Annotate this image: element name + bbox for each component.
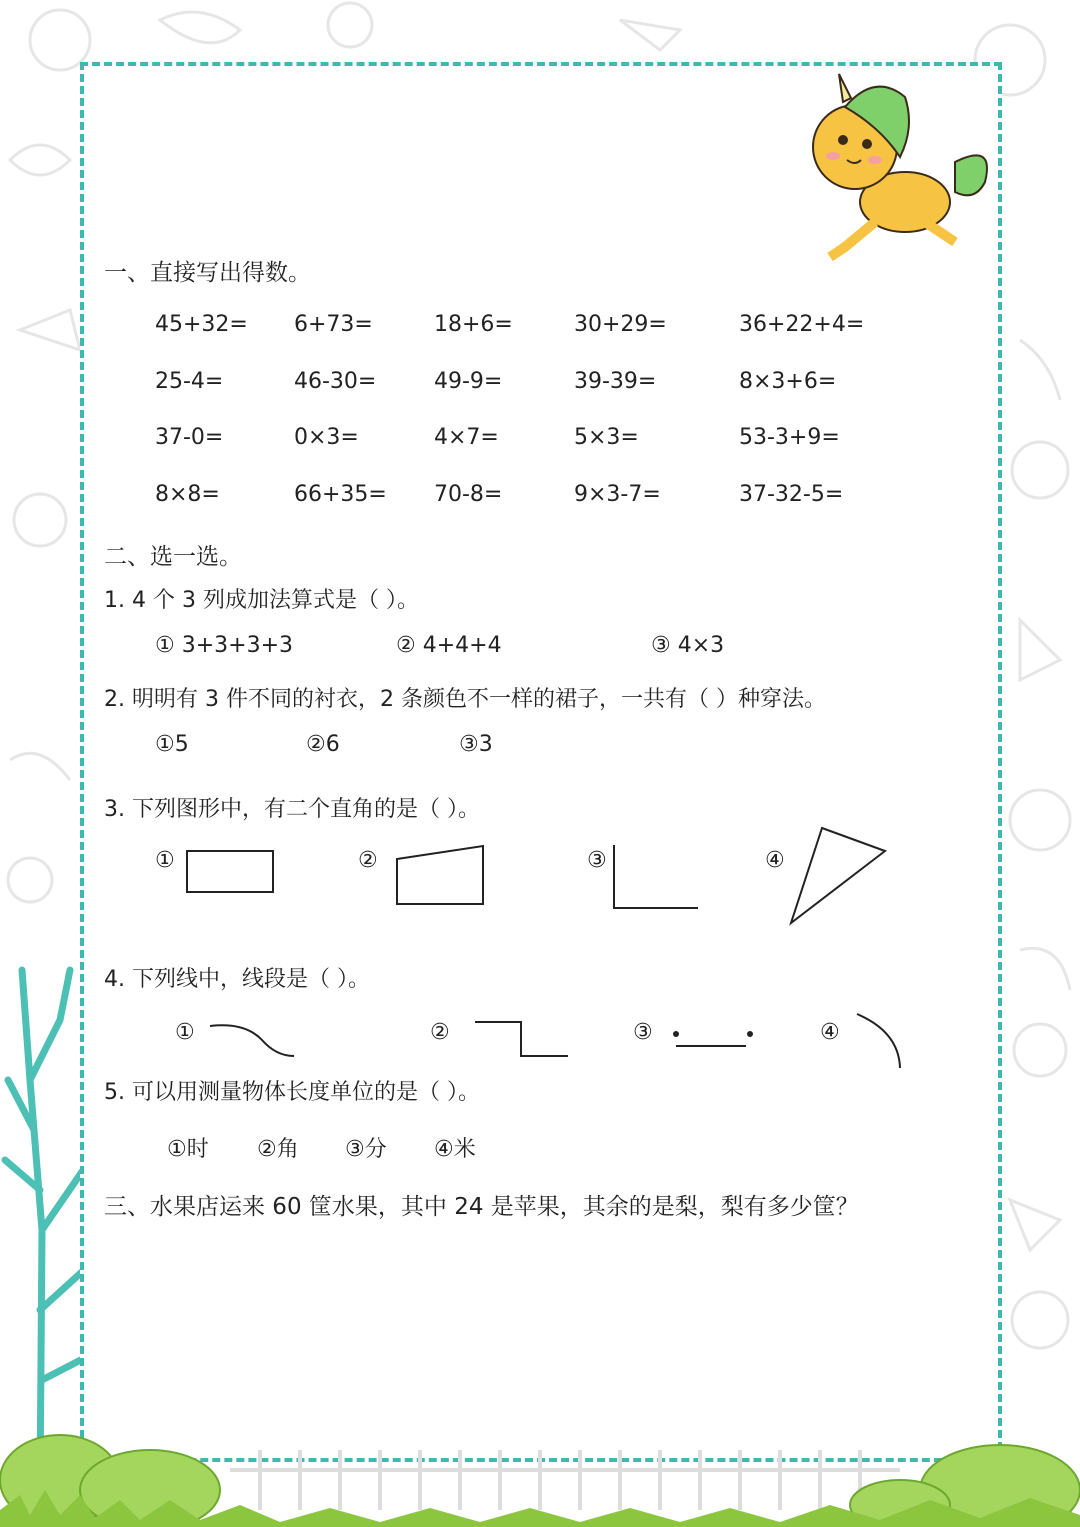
section3-question: 三、水果店运来 60 筐水果，其中 24 是苹果，其余的是梨，梨有多少筐？ — [104, 1194, 859, 1220]
problem-item: 53-3+9= — [739, 425, 840, 450]
question-2-text: 2. 明明有 3 件不同的衬衣，2 条颜色不一样的裙子，一共有（ ）种穿法。 — [104, 687, 826, 712]
problem-item: 49-9= — [434, 369, 503, 394]
q5-option-3: ③分 — [345, 1137, 387, 1162]
problem-item: 46-30= — [294, 369, 377, 394]
q4-label-1: ① — [175, 1020, 195, 1045]
problem-item: 37-0= — [155, 425, 224, 450]
problem-item: 6+73= — [294, 312, 373, 337]
q3-label-4: ④ — [765, 848, 785, 873]
section2-title: 二、选一选。 — [104, 544, 242, 570]
problem-item: 66+35= — [294, 482, 387, 507]
q1-option-3: ③ 4×3 — [651, 633, 725, 658]
problem-item: 36+22+4= — [739, 312, 865, 337]
q4-label-2: ② — [430, 1020, 450, 1045]
problem-item: 70-8= — [434, 482, 503, 507]
unicorn-illustration — [805, 72, 995, 272]
section1-title: 一、直接写出得数。 — [104, 260, 311, 286]
problem-item: 45+32= — [155, 312, 248, 337]
q2-option-1: ①5 — [155, 732, 189, 757]
q5-option-2: ②角 — [257, 1137, 299, 1162]
q2-option-3: ③3 — [459, 732, 493, 757]
q3-label-3: ③ — [587, 848, 607, 873]
problem-item: 25-4= — [155, 369, 224, 394]
q3-label-1: ① — [155, 848, 175, 873]
q5-option-1: ①时 — [167, 1137, 209, 1162]
question-3-text: 3. 下列图形中，有二个直角的是（ ）。 — [104, 797, 480, 822]
q4-label-4: ④ — [820, 1020, 840, 1045]
question-1-text: 1. 4 个 3 列成加法算式是（ ）。 — [104, 588, 419, 613]
question-5-text: 5. 可以用测量物体长度单位的是（ ）。 — [104, 1080, 480, 1105]
problem-item: 8×3+6= — [739, 369, 837, 394]
q1-option-2: ② 4+4+4 — [396, 633, 502, 658]
problem-item: 5×3= — [574, 425, 639, 450]
grass-fence-decoration — [0, 1400, 1080, 1527]
q4-label-3: ③ — [633, 1020, 653, 1045]
question-4-text: 4. 下列线中，线段是（ ）。 — [104, 967, 370, 992]
problem-item: 9×3-7= — [574, 482, 661, 507]
q1-option-1: ① 3+3+3+3 — [155, 633, 294, 658]
problem-item: 8×8= — [155, 482, 220, 507]
problem-item: 37-32-5= — [739, 482, 844, 507]
problem-item: 30+29= — [574, 312, 667, 337]
q2-option-2: ②6 — [306, 732, 340, 757]
q5-option-4: ④米 — [434, 1137, 476, 1162]
problem-item: 4×7= — [434, 425, 499, 450]
problem-item: 39-39= — [574, 369, 657, 394]
problem-item: 18+6= — [434, 312, 513, 337]
q3-label-2: ② — [358, 848, 378, 873]
problem-item: 0×3= — [294, 425, 359, 450]
